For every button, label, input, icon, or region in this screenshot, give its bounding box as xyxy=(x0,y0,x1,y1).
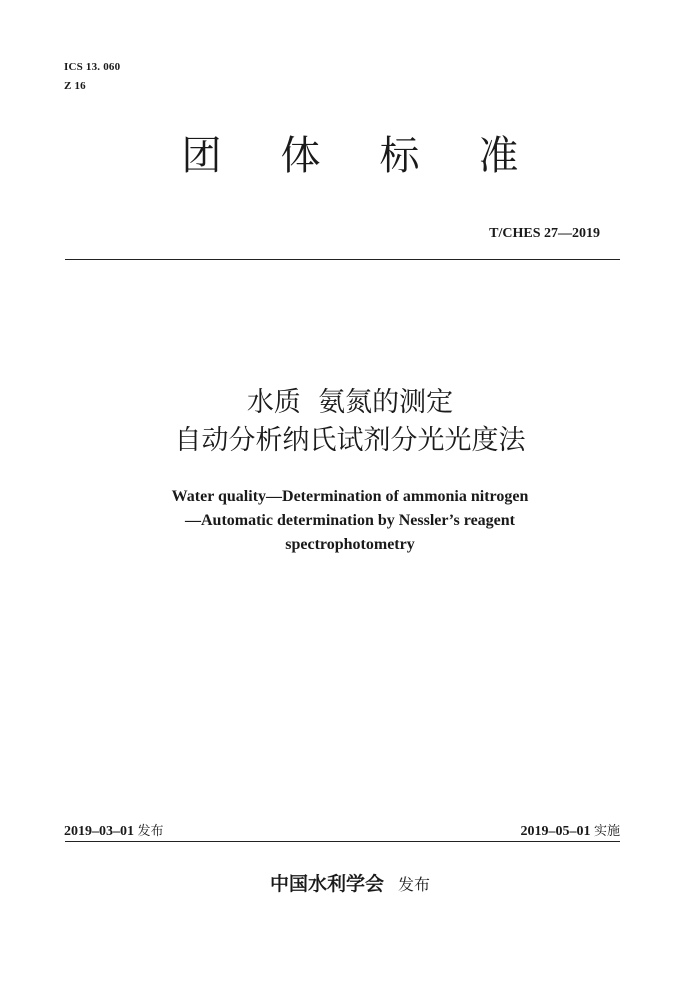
chinese-title-line-2: 自动分析纳氏试剂分光光度法 xyxy=(174,425,526,456)
implementation-date-value: 2019–05–01 xyxy=(520,824,591,839)
english-title-line-1: Water quality—Determination of ammonia nitrogen xyxy=(171,488,529,505)
publisher-name: 中国水利学会 xyxy=(269,873,384,895)
classification-code: Z 16 xyxy=(64,80,86,92)
english-title-line-3: spectrophotometry xyxy=(285,536,415,553)
issue-date-label: 发布 xyxy=(137,824,164,839)
issue-date xyxy=(64,820,164,840)
publisher xyxy=(0,872,700,897)
standard-type-heading: 团体标准 xyxy=(181,133,578,179)
issue-date-value: 2019–03–01 xyxy=(64,824,134,839)
english-title-line-2: —Automatic determination by Nessler’s reagent xyxy=(184,512,515,529)
chinese-title-line-1: 水质 氨氮的测定 xyxy=(246,387,454,418)
implementation-date-label: 实施 xyxy=(593,824,620,839)
bottom-divider xyxy=(65,841,620,842)
publisher-action: 发布 xyxy=(398,875,431,894)
implementation-date xyxy=(520,820,620,840)
standard-number: T/CHES 27—2019 xyxy=(489,226,600,241)
ics-code: ICS 13. 060 xyxy=(64,61,121,73)
top-divider xyxy=(65,259,620,260)
